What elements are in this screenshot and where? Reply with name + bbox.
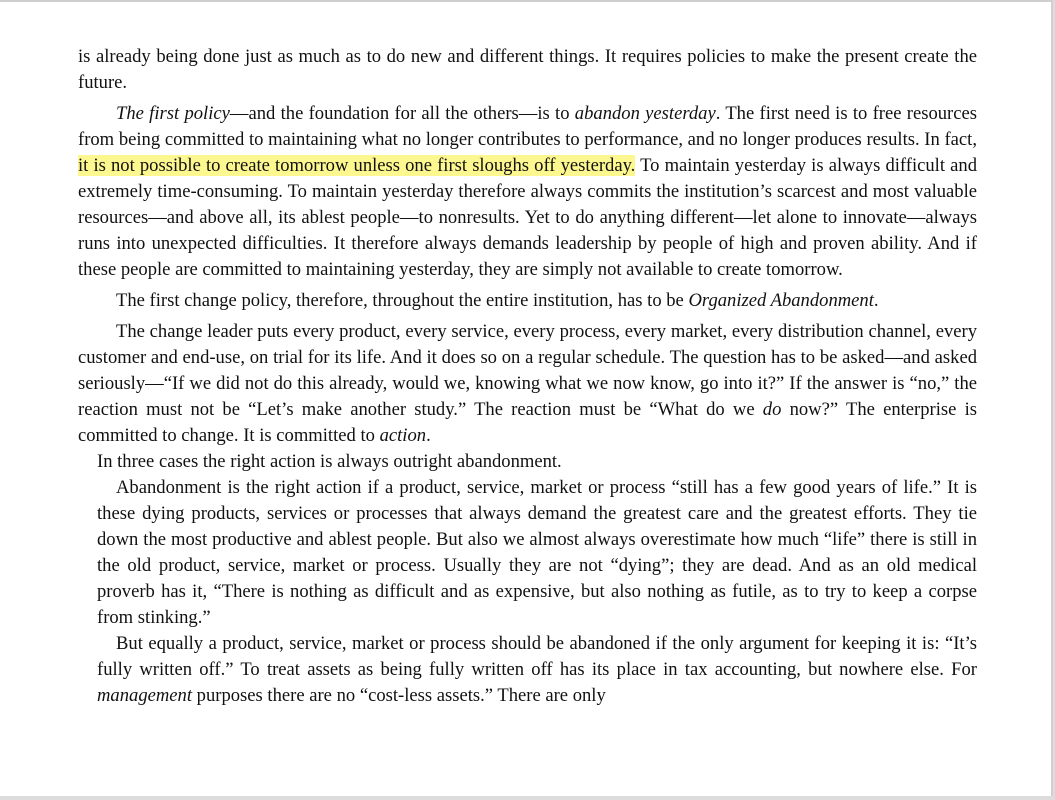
paragraph-4-text-b: now?” The enterprise is committed to change. It is committed to bbox=[78, 399, 977, 446]
paragraph-1 bbox=[78, 44, 977, 96]
paragraph-2-text-c: To maintain yesterday is always difficult and extremely time-consuming. To maintain yesterday therefore always commits the institution’s scarcest and most valuable resources—and above all, its ablest people—to nonresults. Yet to do anything different—let alone to innovate—always runs into unexpected difficulties. It therefore always demands leadership by people of high and proven ability. And if these people are committed to maintaining yesterday, they are simply not available to create tomorrow. bbox=[78, 155, 977, 280]
paragraph-4-text-a: The change leader puts every product, every service, every process, every market, every distribution channel, every customer and end-use, on trial for its life. And it does so on a regular schedule. The question has to be asked—and asked seriously—“If we did not do this already, would we, knowing what we now know, go into it?” If the answer is “no,” the reaction must not be “Let’s make another study.” The reaction must be “What do we bbox=[78, 321, 977, 420]
paragraph-2-text-a: —and the foundation for all the others—is to bbox=[229, 103, 575, 124]
paragraph-4-text-c: . bbox=[426, 425, 431, 446]
italic-management: management bbox=[97, 685, 193, 706]
paragraph-7-text-a: But equally a product, service, market or process should be abandoned if the only argument for keeping it is: “It’s fully written off.” To treat assets as being fully written off has its place in tax accounting, but nowhere else. For bbox=[97, 633, 977, 680]
paragraph-2-text-b: . The first need is to free resources from being committed to maintaining what no longer contributes to performance, and no longer produces results. In fact, bbox=[78, 103, 977, 150]
paragraph-3 bbox=[78, 288, 977, 314]
paragraph-7 bbox=[97, 631, 977, 709]
paragraph-7-text-b: purposes there are no “cost-less assets.” There are only bbox=[192, 685, 606, 706]
paragraph-5 bbox=[97, 449, 977, 475]
paragraph-6 bbox=[97, 475, 977, 631]
paragraph-5-text: In three cases the right action is always outright abandonment. bbox=[97, 451, 562, 472]
highlighted-sentence[interactable]: it is not possible to create tomorrow unless one first sloughs off yesterday. bbox=[78, 155, 636, 176]
paragraph-3-text-b: . bbox=[873, 290, 879, 311]
italic-first-policy: The first policy bbox=[116, 103, 230, 124]
paragraph-3-text-a: The first change policy, therefore, throughout the entire institution, has to be bbox=[116, 290, 689, 311]
italic-abandon-yesterday: abandon yesterday bbox=[574, 103, 716, 124]
paragraph-2 bbox=[78, 101, 977, 283]
paragraph-1-text: is already being done just as much as to do new and different things. It requires policies to make the present create the future. bbox=[78, 46, 977, 93]
document-body bbox=[78, 44, 977, 709]
paragraph-6-text: Abandonment is the right action if a product, service, market or process “still has a few good years of life.” It is these dying products, services or processes that always demand the greatest care and the greatest efforts. They tie down the most productive and ablest people. But also we almost always overestimate how much “life” there is still in the old product, service, market or process. Usually they are not “dying”; they are dead. And as an old medical proverb has it, “There is nothing as difficult and as expensive, but also nothing as futile, as to try to keep a corpse from stinking.” bbox=[97, 477, 977, 628]
italic-organized-abandonment: Organized Abandonment bbox=[688, 290, 874, 311]
paragraph-4 bbox=[78, 319, 977, 449]
italic-do: do bbox=[762, 399, 782, 420]
italic-action: action bbox=[379, 425, 427, 446]
